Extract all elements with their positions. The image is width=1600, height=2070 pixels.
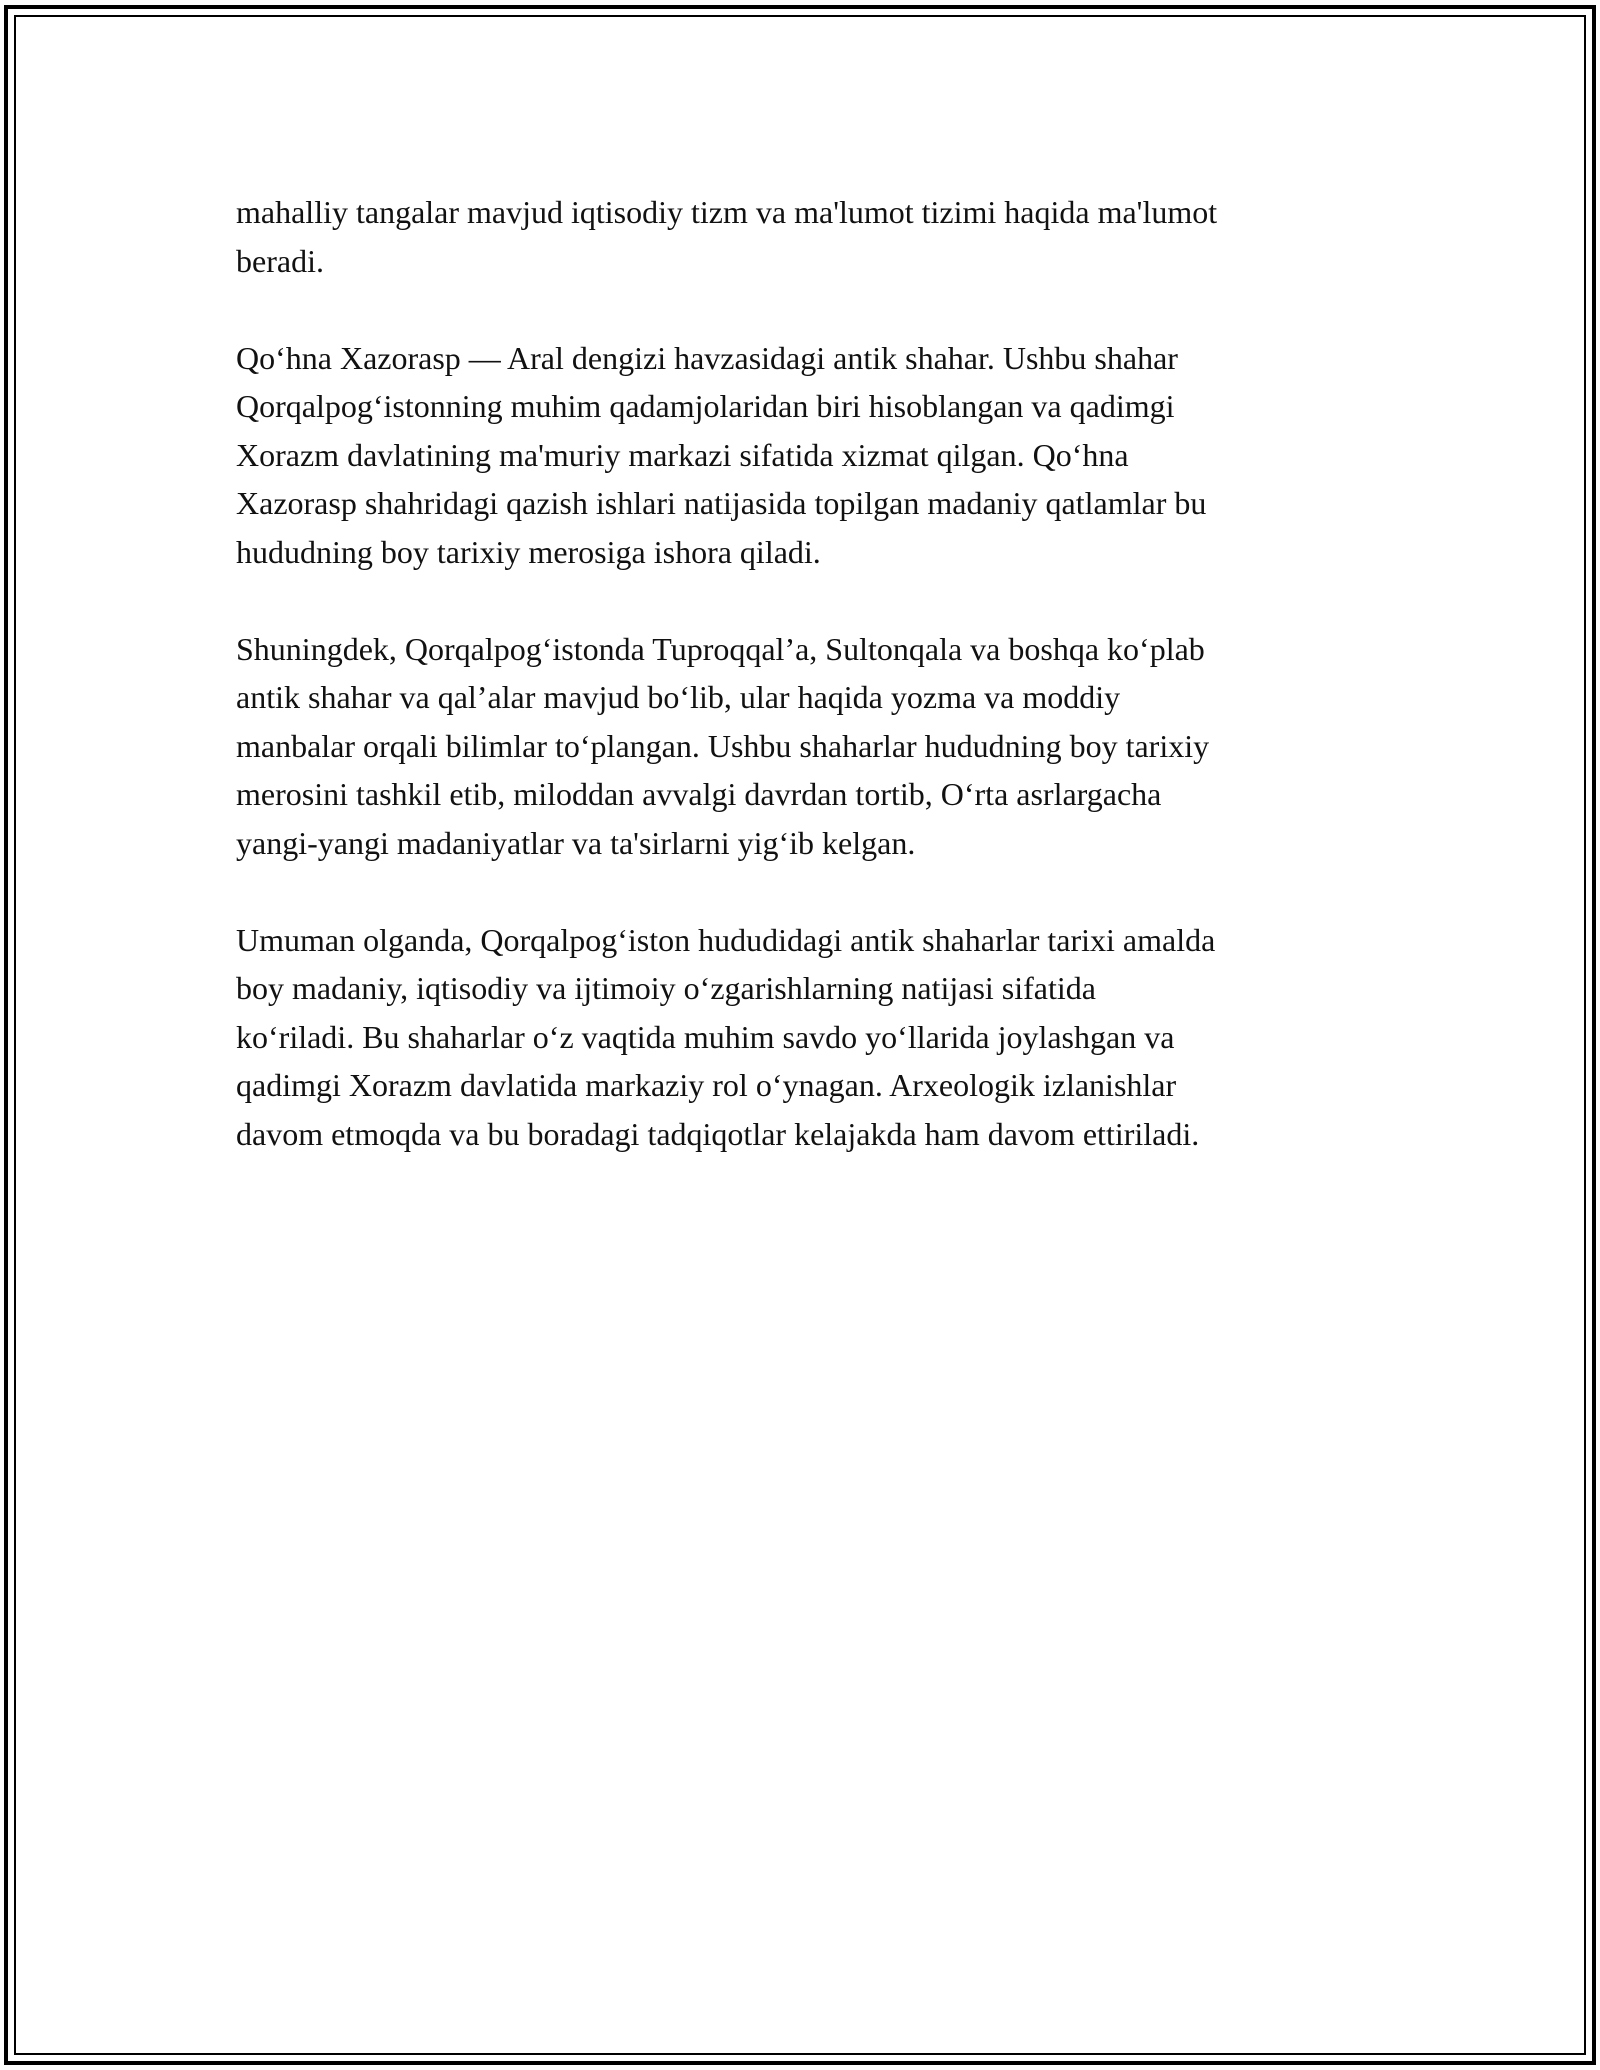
text-line: merosini tashkil etib, miloddan avvalgi davrdan tortib, O‘rta asrlargacha [236, 776, 1162, 812]
text-line: manbalar orqali bilimlar to‘plangan. Ushbu shaharlar hududning boy tarixiy [236, 727, 1210, 764]
text-line: Qo‘hna Xazorasp — Aral dengizi havzasidagi antik shahar. Ushbu shahar [236, 339, 1178, 376]
paragraph-2 [236, 334, 1366, 577]
text-line: Shuningdek, Qorqalpog‘istonda Tuproqqal’a, Sultonqala va boshqa ko‘plab [236, 630, 1205, 667]
text-line: ko‘riladi. Bu shaharlar o‘z vaqtida muhim savdo yo‘llarida joylashgan va [236, 1018, 1175, 1055]
text-line: qadimgi Xorazm davlatida markaziy rol o‘ynagan. Arxeologik izlanishlar [236, 1067, 1177, 1103]
text-line: yangi-yangi madaniyatlar va ta'sirlarni yig‘ib kelgan. [236, 824, 916, 861]
text-line: Xorazm davlatining ma'muriy markazi sifatida xizmat qilgan. Qo‘hna [236, 436, 1129, 473]
text-line: beradi. [236, 242, 324, 279]
text-line: Umuman olganda, Qorqalpog‘iston hududidagi antik shaharlar tarixi amalda [236, 921, 1216, 958]
paragraph-3 [236, 625, 1366, 868]
text-line: davom etmoqda va bu boradagi tadqiqotlar kelajakda ham davom ettiriladi. [236, 1115, 1200, 1152]
text-line: Qorqalpog‘istonning muhim qadamjolaridan biri hisoblangan va qadimgi [236, 388, 1175, 424]
paragraph-4 [236, 916, 1366, 1159]
text-line: boy madaniy, iqtisodiy va ijtimoiy o‘zgarishlarning natijasi sifatida [236, 970, 1096, 1006]
text-line: mahalliy tangalar mavjud iqtisodiy tizm va ma'lumot tizimi haqida ma'lumot [236, 194, 1218, 230]
document-body [236, 188, 1366, 1207]
text-line: hududning boy tarixiy merosiga ishora qiladi. [236, 533, 821, 570]
text-line: Xazorasp shahridagi qazish ishlari natijasida topilgan madaniy qatlamlar bu [236, 485, 1207, 521]
text-line: antik shahar va qal’alar mavjud bo‘lib, ular haqida yozma va moddiy [236, 679, 1121, 715]
paragraph-1 [236, 188, 1366, 285]
